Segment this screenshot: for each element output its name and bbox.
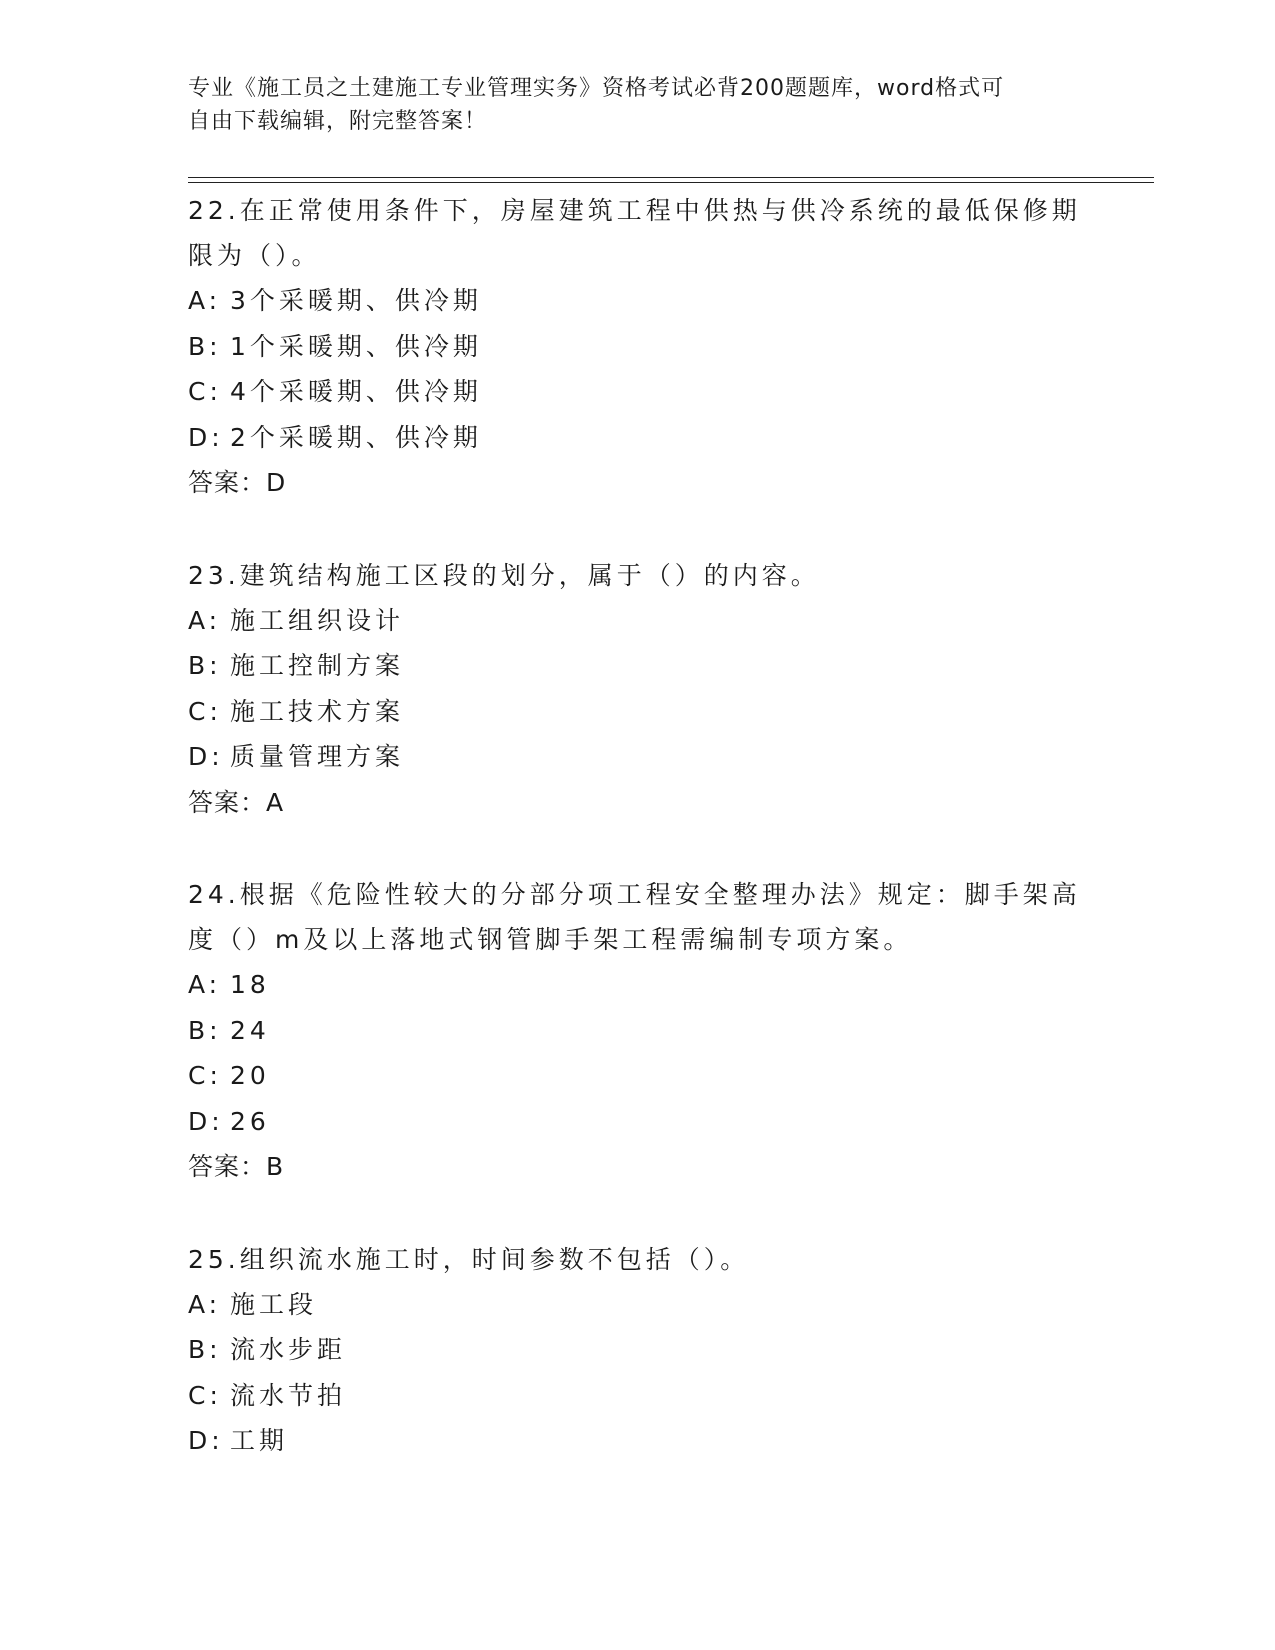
option-c [188, 1373, 1088, 1419]
option-letter: A: [188, 1289, 222, 1319]
option-d [188, 415, 1088, 461]
question-list [188, 188, 1088, 1464]
option-text: 2个采暖期、供冷期 [230, 422, 482, 452]
header-divider-top [188, 177, 1154, 178]
option-c [188, 689, 1088, 735]
option-letter: D: [188, 1426, 224, 1455]
option-letter: A: [188, 286, 222, 315]
header-line-2: 自由下载编辑，附完整答案！ [188, 109, 488, 134]
option-letter: C: [188, 1061, 222, 1090]
answer-line: 答案：A [188, 787, 285, 817]
question-22 [188, 188, 1088, 506]
option-text: 20 [230, 1061, 270, 1090]
option-letter: B: [188, 1335, 222, 1364]
option-d [188, 1099, 1088, 1145]
option-a [188, 962, 1088, 1008]
option-text: 工期 [230, 1426, 289, 1455]
option-text: 施工段 [230, 1289, 318, 1319]
option-b [188, 324, 1088, 370]
option-text: 质量管理方案 [230, 742, 405, 771]
option-text: 施工技术方案 [230, 696, 405, 726]
option-text: 施工控制方案 [230, 651, 405, 680]
option-letter: B: [188, 1015, 222, 1045]
option-a [188, 598, 1088, 644]
question-stem-line: 23.建筑结构施工区段的划分，属于（）的内容。 [188, 560, 820, 590]
question-stem-line: 24.根据《危险性较大的分部分项工程安全整理办法》规定：脚手架高 [188, 880, 1081, 909]
question-spacer [188, 1190, 1088, 1237]
answer-line: 答案：D [188, 468, 287, 497]
option-letter: D: [188, 742, 224, 771]
option-d [188, 734, 1088, 780]
option-letter: C: [188, 1380, 222, 1410]
option-c [188, 369, 1088, 415]
option-a [188, 1282, 1088, 1328]
option-b [188, 1008, 1088, 1054]
option-letter: D: [188, 1106, 224, 1136]
question-25 [188, 1237, 1088, 1464]
option-text: 3个采暖期、供冷期 [230, 286, 482, 315]
option-letter: A: [188, 970, 222, 999]
question-24 [188, 872, 1088, 1190]
option-text: 流水步距 [230, 1335, 347, 1364]
option-text: 18 [230, 970, 270, 999]
question-stem-line: 22.在正常使用条件下，房屋建筑工程中供热与供冷系统的最低保修期 [188, 196, 1081, 225]
option-letter: C: [188, 696, 222, 726]
option-text: 4个采暖期、供冷期 [230, 377, 482, 406]
option-letter: C: [188, 377, 222, 406]
option-d [188, 1418, 1088, 1464]
question-spacer [188, 506, 1088, 553]
question-stem-line: 限为（）。 [188, 241, 321, 270]
option-letter: B: [188, 331, 222, 361]
option-letter: B: [188, 651, 222, 680]
option-a [188, 278, 1088, 324]
option-c [188, 1053, 1088, 1099]
option-text: 26 [230, 1106, 270, 1136]
option-text: 施工组织设计 [230, 605, 405, 635]
option-b [188, 643, 1088, 689]
question-stem-line: 度（）m及以上落地式钢管脚手架工程需编制专项方案。 [188, 925, 913, 954]
option-text: 1个采暖期、供冷期 [230, 331, 482, 361]
header-divider-bottom [188, 182, 1154, 183]
question-23 [188, 553, 1088, 826]
option-text: 24 [230, 1015, 270, 1045]
question-spacer [188, 825, 1088, 872]
document-header [188, 72, 1068, 138]
question-stem-line: 25.组织流水施工时，时间参数不包括（）。 [188, 1244, 750, 1274]
option-b [188, 1327, 1088, 1373]
header-line-1: 专业《施工员之土建施工专业管理实务》资格考试必背200题题库，word格式可 [188, 76, 1005, 101]
option-text: 流水节拍 [230, 1380, 347, 1410]
answer-line: 答案：B [188, 1152, 285, 1181]
option-letter: D: [188, 422, 224, 452]
option-letter: A: [188, 605, 222, 635]
